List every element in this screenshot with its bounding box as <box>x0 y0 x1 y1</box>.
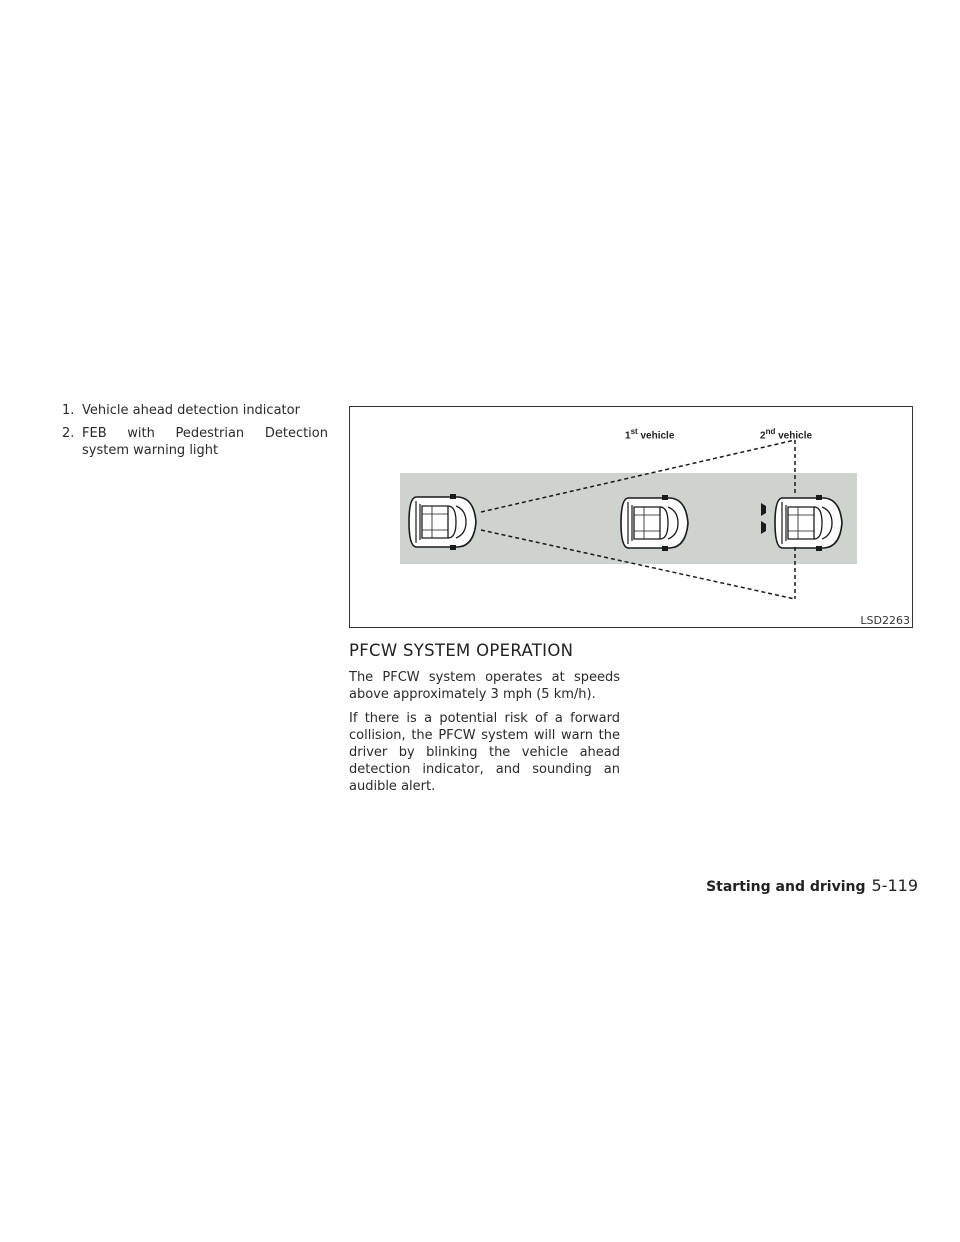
paragraph: If there is a potential risk of a forward collision, the PFCW system will warn the driver by blinking the vehicle ahead detection indicator, and sounding an audible alert. <box>349 711 620 794</box>
footer-section-title: Starting and driving <box>706 879 866 895</box>
pfcw-diagram <box>349 406 913 628</box>
second-vehicle <box>775 495 842 551</box>
figure-id: LSD2263 <box>860 614 910 627</box>
first-vehicle <box>621 495 688 551</box>
page-number: 5-119 <box>871 876 918 895</box>
list-number: 1. <box>62 403 75 418</box>
first-vehicle-label: 1st vehicle <box>625 427 675 442</box>
list-text: FEB with Pedestrian Detection system warning light <box>82 426 328 458</box>
second-vehicle-label: 2nd vehicle <box>760 427 813 442</box>
list-number: 2. <box>62 426 75 441</box>
numbered-list <box>62 402 328 465</box>
section-heading: PFCW SYSTEM OPERATION <box>349 641 574 660</box>
list-text: Vehicle ahead detection indicator <box>82 403 300 418</box>
paragraph: The PFCW system operates at speeds above approximately 3 mph (5 km/h). <box>349 670 620 702</box>
list-item <box>62 402 328 419</box>
own-vehicle <box>409 494 476 550</box>
list-item <box>62 425 328 459</box>
page-footer <box>706 876 918 895</box>
